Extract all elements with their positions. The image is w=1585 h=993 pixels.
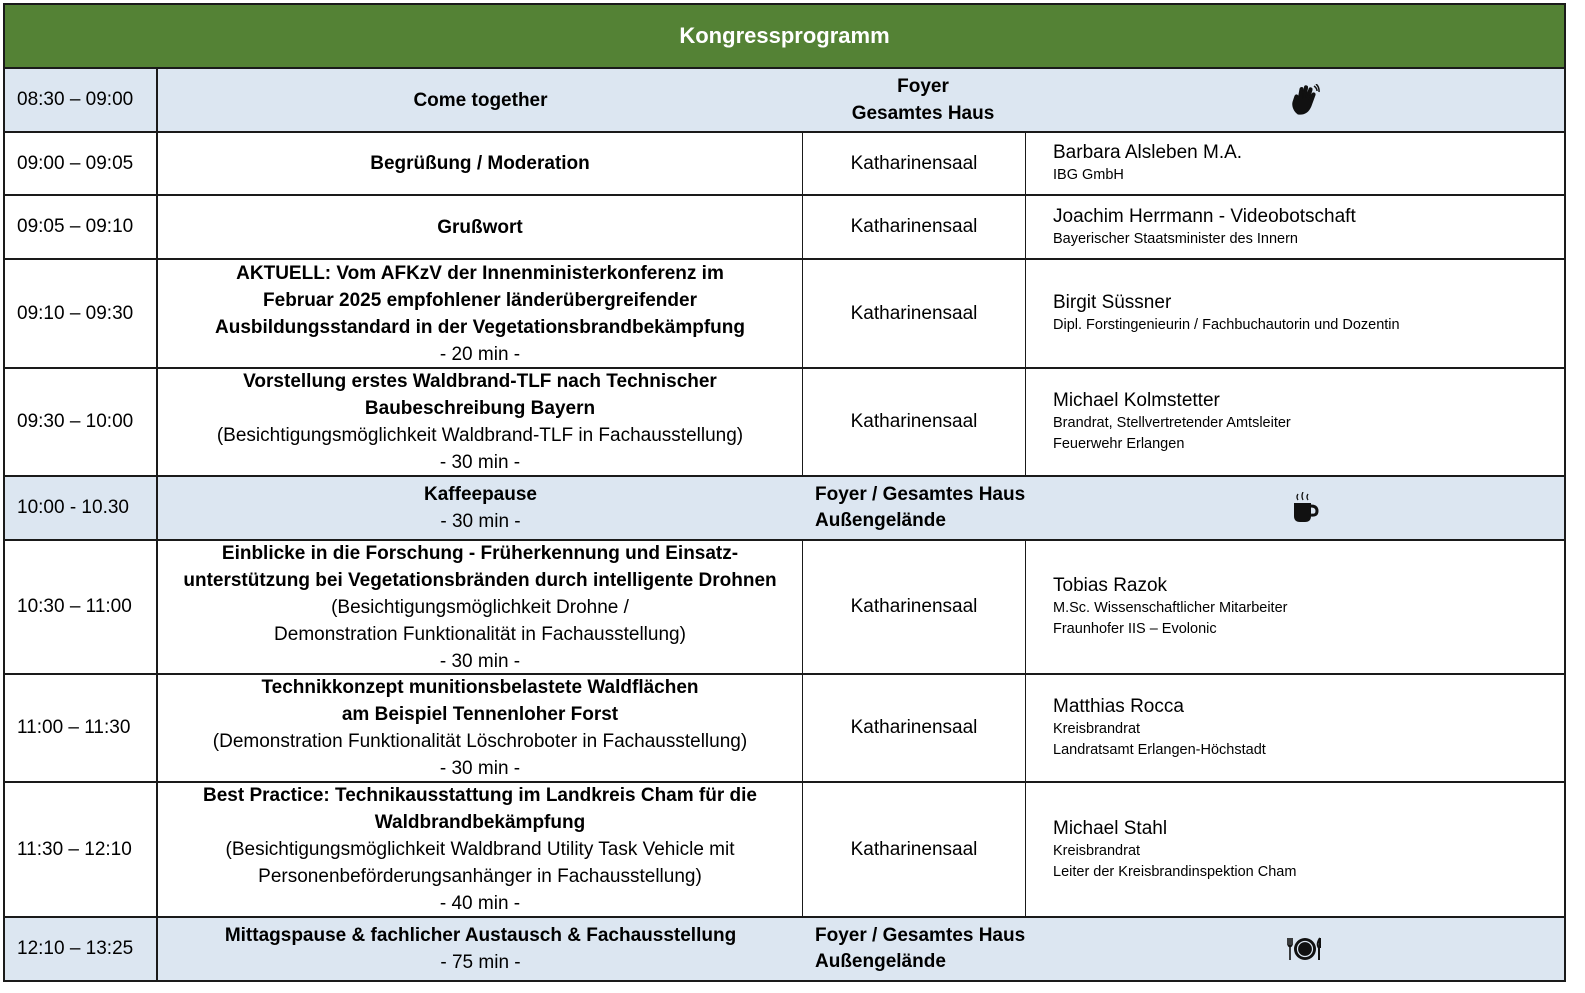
location-line: Außengelände: [815, 951, 946, 972]
table-row: [5, 69, 1564, 133]
speaker-affiliation: Bayerischer Staatsminister des Innern: [1053, 230, 1298, 247]
table-row: [5, 369, 1564, 477]
room-cell: Katharinensaal: [803, 196, 1026, 258]
location-line: Foyer / Gesamtes Haus: [815, 484, 1026, 505]
duration: - 40 min -: [439, 893, 521, 914]
time-cell: 10:30 – 11:00: [5, 541, 158, 673]
session-title: [158, 783, 803, 916]
session-note: (Besichtigungsmöglichkeit Waldbrand Utility Task Vehicle mit: [225, 839, 735, 860]
speaker-name: Michael Stahl: [1053, 817, 1168, 839]
location-line: Gesamtes Haus: [851, 103, 995, 124]
location-cell: [803, 918, 1043, 980]
plate-cutlery-icon: [1255, 918, 1355, 980]
time-cell: 12:10 – 13:25: [5, 918, 158, 980]
time-cell: 09:05 – 09:10: [5, 196, 158, 258]
time-cell: 09:00 – 09:05: [5, 133, 158, 194]
speaker-name: Tobias Razok: [1053, 575, 1168, 596]
location-cell: [803, 69, 1043, 131]
speaker-cell: [1026, 675, 1564, 781]
session-title: [158, 477, 803, 539]
session-title: Grußwort: [158, 196, 803, 258]
session-title: [158, 369, 803, 475]
speaker-cell: [1026, 196, 1564, 258]
session-title: [158, 541, 803, 673]
session-title: Begrüßung / Moderation: [158, 133, 803, 194]
speaker-cell: [1026, 369, 1564, 475]
speaker-affiliation: Leiter der Kreisbrandinspektion Cham: [1053, 863, 1297, 880]
title-line: Ausbildungsstandard in der Vegetationsbrandbekämpfung: [215, 316, 745, 338]
page-title: Kongressprogramm: [5, 5, 1564, 69]
program-table: [3, 3, 1566, 982]
speaker-cell: [1026, 133, 1564, 194]
session-title: [158, 675, 803, 781]
location-line: Außengelände: [815, 510, 946, 531]
time-cell: 09:10 – 09:30: [5, 260, 158, 367]
speaker-affiliation: Landratsamt Erlangen-Höchstadt: [1053, 742, 1266, 758]
table-row: [5, 133, 1564, 196]
title-line: Vorstellung erstes Waldbrand-TLF nach Technischer: [243, 371, 717, 392]
title-line: Kaffeepause: [424, 484, 537, 505]
speaker-affiliation: Fraunhofer IIS – Evolonic: [1053, 621, 1217, 637]
speaker-affiliation: Brandrat, Stellvertretender Amtsleiter: [1053, 415, 1291, 431]
duration: - 30 min -: [439, 650, 521, 672]
duration: - 30 min -: [440, 511, 521, 532]
room-cell: Katharinensaal: [803, 541, 1026, 673]
room-cell: Katharinensaal: [803, 260, 1026, 367]
waving-hand-icon: [1255, 69, 1355, 131]
coffee-cup-icon: [1255, 477, 1355, 539]
speaker-name: Joachim Herrmann - Videobotschaft: [1053, 205, 1356, 227]
session-note: Personenbeförderungsanhänger in Fachausstellung): [258, 866, 702, 887]
speaker-name: Birgit Süssner: [1053, 292, 1172, 313]
speaker-name: Barbara Alsleben M.A.: [1053, 142, 1243, 163]
room-cell: Katharinensaal: [803, 783, 1026, 916]
location-line: Foyer: [897, 76, 949, 97]
table-row: [5, 196, 1564, 260]
session-note: (Besichtigungsmöglichkeit Drohne /: [331, 596, 629, 618]
time-cell: 10:00 - 10.30: [5, 477, 158, 539]
time-cell: 11:30 – 12:10: [5, 783, 158, 916]
title-line: Einblicke in die Forschung - Früherkennung und Einsatz-: [221, 542, 739, 564]
table-row: [5, 675, 1564, 783]
table-row: [5, 477, 1564, 541]
session-note: (Demonstration Funktionalität Löschroboter in Fachausstellung): [212, 731, 748, 752]
room-cell: Katharinensaal: [803, 369, 1026, 475]
room-cell: Katharinensaal: [803, 675, 1026, 781]
speaker-affiliation: Feuerwehr Erlangen: [1053, 436, 1185, 452]
time-cell: 09:30 – 10:00: [5, 369, 158, 475]
speaker-cell: [1026, 783, 1564, 916]
session-title: Come together: [413, 89, 548, 111]
session-title: [158, 918, 803, 980]
session-title: [158, 260, 803, 367]
title-line: Technikkonzept munitionsbelastete Waldflächen: [261, 677, 699, 698]
title-line: Waldbrandbekämpfung: [374, 812, 586, 833]
speaker-cell: [1026, 260, 1564, 367]
title-line: Mittagspause & fachlicher Austausch & Fachausstellung: [224, 925, 737, 946]
table-row: [5, 541, 1564, 675]
speaker-name: Michael Kolmstetter: [1053, 390, 1220, 411]
title-line: am Beispiel Tennenloher Forst: [341, 704, 619, 725]
title-line: AKTUELL: Vom AFKzV der Innenministerkonferenz im: [236, 262, 724, 284]
title-line: Baubeschreibung Bayern: [364, 398, 596, 419]
speaker-affiliation: Kreisbrandrat: [1053, 842, 1141, 859]
speaker-affiliation: Dipl. Forstingenieurin / Fachbuchautorin und Dozentin: [1053, 317, 1400, 333]
location-cell: [803, 477, 1043, 539]
title-line: unterstützung bei Vegetationsbränden durch intelligente Drohnen: [183, 569, 777, 591]
duration: - 30 min -: [439, 452, 521, 473]
table-row: [5, 918, 1564, 980]
title-line: Best Practice: Technikausstattung im Landkreis Cham für die: [203, 785, 757, 806]
table-row: [5, 783, 1564, 918]
speaker-name: Matthias Rocca: [1053, 696, 1184, 717]
speaker-affiliation: IBG GmbH: [1053, 167, 1124, 183]
session-note: (Besichtigungsmöglichkeit Waldbrand-TLF in Fachausstellung): [216, 425, 744, 446]
table-row: [5, 260, 1564, 369]
location-line: Foyer / Gesamtes Haus: [815, 925, 1026, 946]
duration: - 30 min -: [439, 758, 521, 779]
time-cell: 11:00 – 11:30: [5, 675, 158, 781]
session-note: Demonstration Funktionalität in Fachausstellung): [274, 623, 686, 645]
speaker-cell: [1026, 541, 1564, 673]
title-line: Februar 2025 empfohlener länderübergreifender: [263, 289, 697, 311]
time-cell: 08:30 – 09:00: [5, 69, 158, 131]
duration: - 20 min -: [439, 343, 521, 365]
duration: - 75 min -: [440, 952, 521, 973]
speaker-affiliation: M.Sc. Wissenschaftlicher Mitarbeiter: [1053, 600, 1288, 616]
room-cell: Katharinensaal: [803, 133, 1026, 194]
speaker-affiliation: Kreisbrandrat: [1053, 721, 1141, 737]
